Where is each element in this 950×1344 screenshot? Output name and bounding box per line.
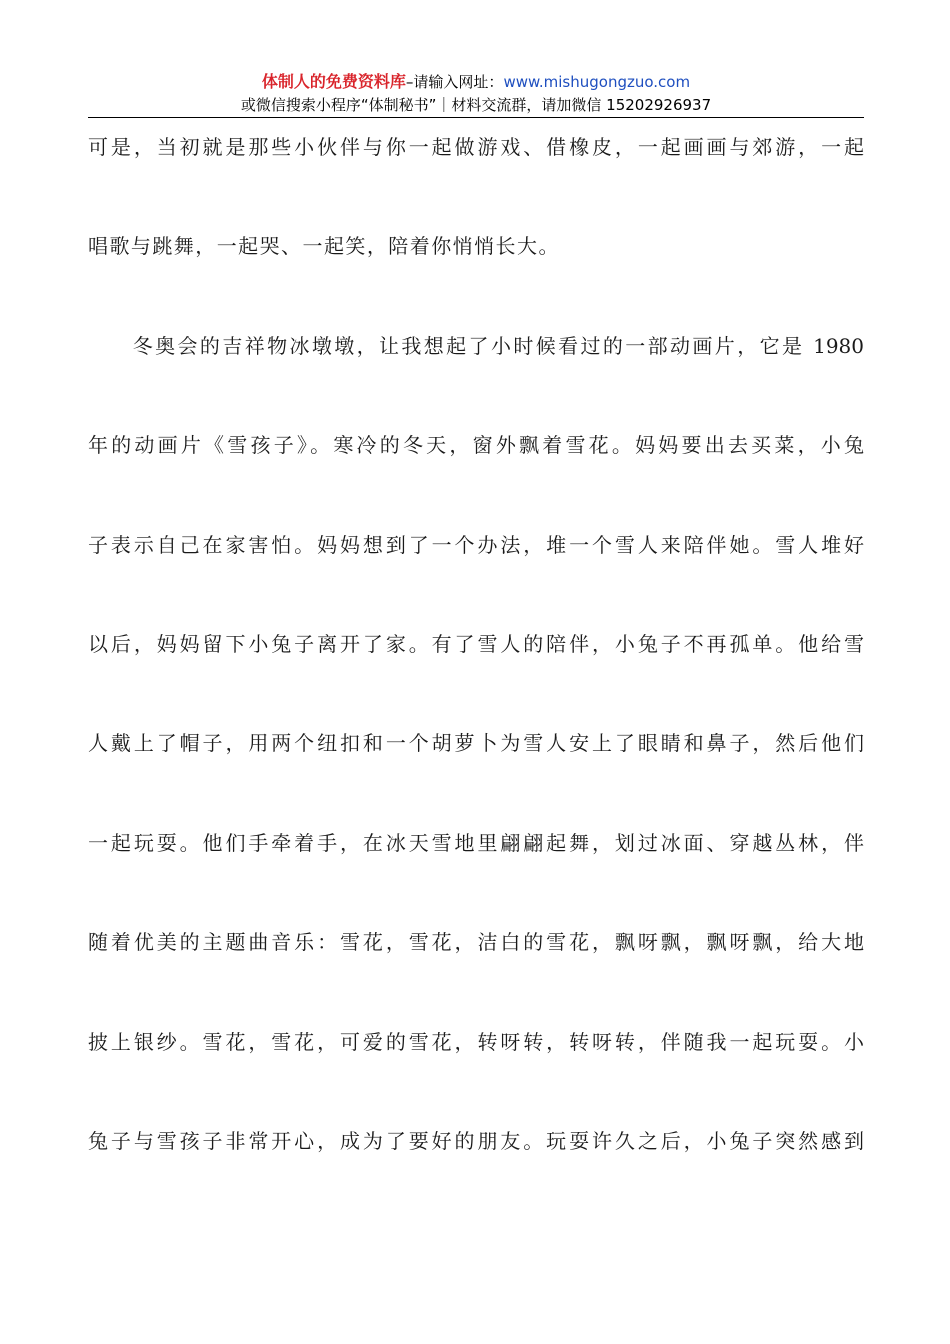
text-line: 唱歌与跳舞，一起哭、一起笑，陪着你悄悄长大。 [88, 234, 560, 259]
header-line-1 [88, 70, 864, 94]
text-line: 兔子与雪孩子非常开心，成为了要好的朋友。玩耍许久之后，小兔子突然感到 [88, 1128, 864, 1153]
text-line: 子表示自己在家害怕。妈妈想到了一个办法，堆一个雪人来陪伴她。雪人堆好 [88, 532, 864, 557]
text-line: 一起玩耍。他们手牵着手，在冰天雪地里翩翩起舞，划过冰面、穿越丛林，伴 [88, 830, 864, 855]
text-line: 冬奥会的吉祥物冰墩墩，让我想起了小时候看过的一部动画片，它是 1980 [88, 333, 864, 358]
text-line: 以后，妈妈留下小兔子离开了家。有了雪人的陪伴，小兔子不再孤单。他给雪 [88, 631, 864, 656]
header-line-2: 或微信搜索小程序“体制秘书”｜材料交流群，请加微信 15202926937 [240, 96, 712, 114]
header-brand: 体制人的免费资料库 [261, 72, 406, 91]
text-line: 人戴上了帽子，用两个纽扣和一个胡萝卜为雪人安上了眼睛和鼻子，然后他们 [88, 731, 864, 756]
page-header [88, 70, 864, 117]
text-line: 随着优美的主题曲音乐：雪花，雪花，洁白的雪花，飘呀飘，飘呀飘，给大地 [88, 930, 864, 955]
text-line: 披上银纱。雪花，雪花，可爱的雪花，转呀转，转呀转，伴随我一起玩耍。小 [88, 1029, 864, 1054]
header-prompt: –请输入网址： [405, 73, 504, 91]
header-url-link[interactable]: www.mishugongzuo.com [503, 73, 691, 91]
document-body [88, 118, 864, 1211]
text-line: 可是，当初就是那些小伙伴与你一起做游戏、借橡皮，一起画画与郊游，一起 [88, 135, 864, 159]
text-line: 年的动画片《雪孩子》。寒冷的冬天，窗外飘着雪花。妈妈要出去买菜，小兔 [88, 433, 864, 458]
